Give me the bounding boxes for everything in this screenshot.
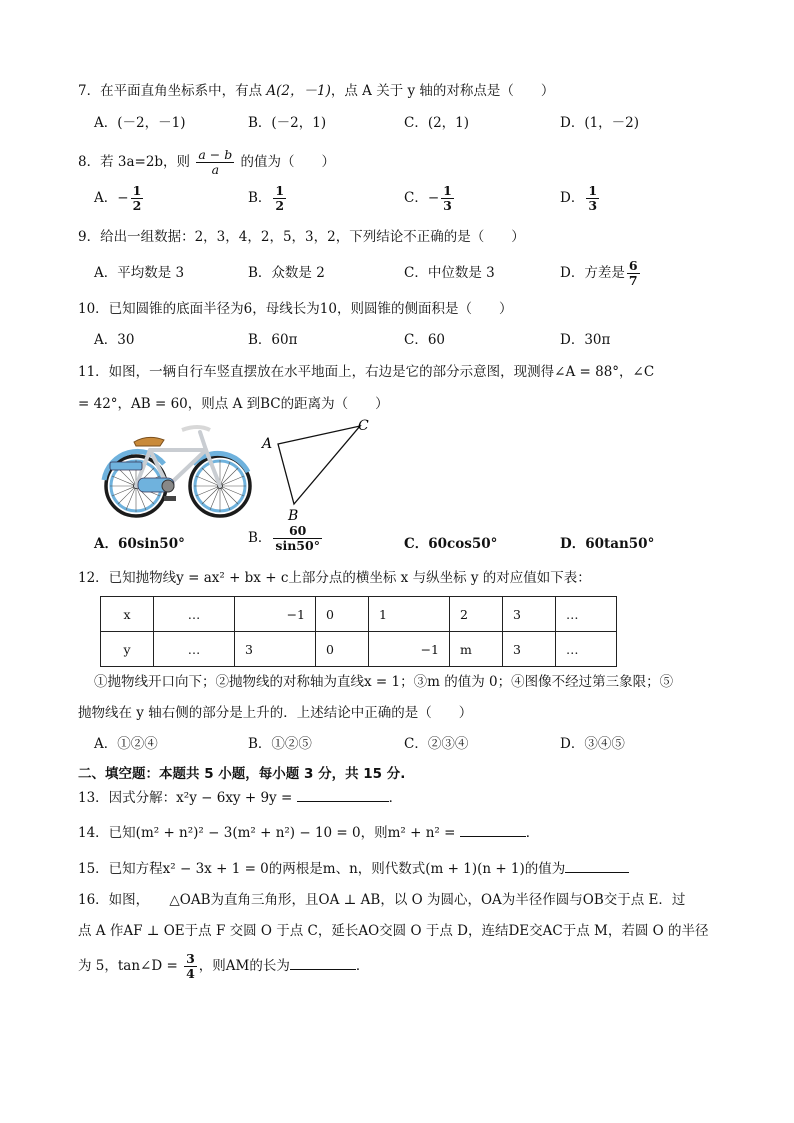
table-cell: m [450,632,503,667]
q11-option-b-letter: B． [248,530,272,546]
q11-stem-line2: = 42°，AB = 60，则点 A 到BC的距离为（ ） [78,396,389,412]
q14-end: ． [525,825,540,841]
table-cell: −1 [235,597,316,632]
value-table [100,596,617,667]
q8-option-d-den: 3 [588,198,598,213]
q16-answer-blank[interactable] [290,955,356,970]
q16-line3-b: ，则AM的长为 [198,958,290,974]
q8-frac-num: a − b [198,147,233,162]
q8-option-c-sign: − [427,190,440,206]
bicycle-illustration [98,420,258,520]
q15-stem: 15．已知方程x² − 3x + 1 = 0的两根是m、n，则代数式(m + 1)(n + 1)的值为 [78,861,566,877]
q14-answer-blank[interactable] [460,822,526,837]
q9-stem: 9．给出一组数据：2，3，4，2，5，3，2，下列结论不正确的是（ ） [78,229,525,245]
q8-option-b [248,184,288,213]
q10-option-a: A．30 [94,332,135,348]
q8-option-a-num: 1 [132,183,142,198]
q8-option-d [560,184,601,213]
q12-option-c: C．②③④ [404,736,469,752]
table-cell: … [154,597,235,632]
q9-option-d-num: 6 [628,258,638,273]
q16-line1: 16．如图， △OAB为直角三角形，且OA ⊥ AB，以 O 为圆心，OA为半径作圆与OB交于点 E．过 [78,892,686,908]
q16-line2: 点 A 作AF ⊥ OE于点 F 交圆 O 于点 C，延长AO交圆 O 于点 D，连结DE交AC于点 M，若圆 O 的半径 [78,923,709,939]
q16-frac [184,952,197,981]
q14-line [78,822,539,843]
q13-stem: 13．因式分解：x²y − 6xy + 9y = [78,790,297,806]
q10-stem: 10．已知圆锥的底面半径为6，母线长为10，则圆锥的侧面积是（ ） [78,301,513,317]
vertex-c-label: C [358,418,369,434]
table-cell: 0 [316,597,369,632]
q12-conclusions-line2: 抛物线在 y 轴右侧的部分是上升的．上述结论中正确的是（ ） [78,705,473,721]
q9-option-c: C．中位数是 3 [404,265,495,281]
q12-stem: 12．已知抛物线y = ax² + bx + c上部分点的横坐标 x 与纵坐标 y 的对应值如下表： [78,570,591,586]
q8-option-a [94,184,145,213]
q12-option-a: A．①②④ [94,736,158,752]
table-row [101,597,617,632]
table-cell: 3 [503,597,556,632]
pedal [164,496,176,501]
q11-option-c: C．60cos50° [404,536,498,552]
q7-stem [78,81,554,101]
q8-option-a-den: 2 [132,198,142,213]
q7-option-d: D．(1，－2) [560,115,640,131]
vertex-b-label: B [288,508,299,524]
handlebar [182,427,210,430]
q7-stem-a: 7．在平面直角坐标系中，有点 [78,83,267,99]
q8-option-b-num: 1 [275,183,285,198]
triangle-figure [256,414,376,526]
q16-line3-a: 为 5，tan∠D = [78,958,183,974]
q9-option-a: A．平均数是 3 [94,265,185,281]
q8-option-c-num: 1 [443,183,452,198]
q8-stem-b: 的值为（ ） [236,154,336,170]
q11-option-b-den: sin50° [275,538,320,553]
q8-option-a-letter: A． [94,190,118,206]
q13-line [78,787,402,808]
q8-option-a-sign: − [117,190,129,206]
q8-option-d-letter: D． [560,190,585,206]
q9-option-d-text: D．方差是 [560,265,625,281]
q11-stem-line1: 11．如图，一辆自行车竖直摆放在水平地面上，右边是它的部分示意图，现测得∠A = 88°，∠C [78,364,655,380]
q10-option-c: C．60 [404,332,446,348]
q10-option-d: D．30π [560,332,611,348]
q9-option-d-frac [627,259,640,288]
q8-option-c-letter: C． [404,190,428,206]
q8-option-d-frac [586,184,599,213]
q11-option-b-frac [273,524,322,553]
q8-fraction [196,148,234,177]
q13-end: ． [388,790,403,806]
q9-option-d-den: 7 [628,273,638,288]
q12-option-b: B．①②⑤ [248,736,312,752]
q15-line [78,858,629,879]
vertex-a-label: A [262,436,273,452]
q7-stem-b: ，点 A 关于 y 轴的对称点是（ ） [330,83,555,99]
table-row [101,632,617,667]
q14-stem: 14．已知(m² + n²)² − 3(m² + n²) − 10 = 0，则m² + n² = [78,825,460,841]
q8-option-b-letter: B． [248,190,272,206]
q8-stem [78,148,335,177]
table-cell: x [101,597,154,632]
q16-end: ． [355,958,370,974]
q12-conclusions-line1: ①抛物线开口向下；②抛物线的对称轴为直线x = 1；③m 的值为 0；④图像不经过第三象限；⑤ [94,674,674,690]
table-cell: 2 [450,597,503,632]
q11-option-b [248,524,324,553]
table-cell: … [556,597,617,632]
rear-rack [110,462,142,470]
seat [134,437,164,446]
q8-frac-den: a [211,162,220,177]
table-cell: y [101,632,154,667]
q11-option-a: A．60sin50° [94,536,185,552]
table-cell: 3 [235,632,316,667]
table-cell: 3 [503,632,556,667]
q9-option-d [560,259,642,288]
q8-option-a-frac [131,184,144,213]
q8-option-c-den: 3 [443,198,452,213]
q8-option-b-den: 2 [275,198,285,213]
q11-option-d: D．60tan50° [560,536,655,552]
q13-answer-blank[interactable] [297,787,389,802]
q7-option-c: C．(2，1) [404,115,470,131]
q15-answer-blank[interactable] [565,858,629,873]
q8-option-c-frac [441,184,454,213]
q8-option-c [404,184,456,213]
section-heading: 二、填空题：本题共 5 小题，每小题 3 分，共 15 分. [78,766,406,782]
q7-option-b: B．(－2，1) [248,115,327,131]
q16-frac-num: 3 [186,951,195,966]
q8-option-b-frac [273,184,286,213]
q7-option-a: A．(－2，－1) [94,115,186,131]
q16-line3 [78,952,369,981]
table-cell: −1 [369,632,450,667]
q8-stem-a: 8．若 3a=2b，则 [78,154,195,170]
q10-option-b: B．60π [248,332,298,348]
table-cell: … [556,632,617,667]
q16-frac-den: 4 [186,966,195,981]
table-cell: 1 [369,597,450,632]
table-cell: 0 [316,632,369,667]
q9-option-b: B．众数是 2 [248,265,325,281]
q11-option-b-num: 60 [273,524,322,539]
table-cell: … [154,632,235,667]
crank [162,480,174,492]
q8-option-d-num: 1 [588,183,598,198]
q7-point: A(2，－1) [266,83,331,99]
q12-option-d: D．③④⑤ [560,736,625,752]
